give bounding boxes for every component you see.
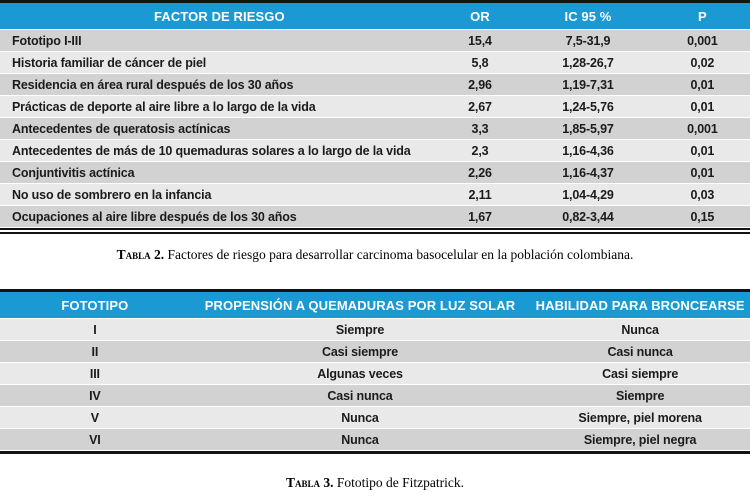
factor-cell: Antecedentes de queratosis actínicas — [12, 121, 231, 136]
risk-factors-table — [0, 0, 750, 234]
table-caption — [0, 475, 750, 491]
or-cell: 15,4 — [468, 33, 492, 48]
or-cell: 3,3 — [471, 121, 489, 136]
table-caption — [0, 247, 750, 263]
table-row — [0, 429, 750, 451]
column-header-fototipo: FOTOTIPO — [61, 297, 129, 313]
table-row — [0, 30, 750, 52]
p-cell: 0,01 — [690, 165, 715, 180]
habilidad-cell: Casi nunca — [607, 344, 673, 359]
fototipo-cell: V — [90, 410, 99, 425]
p-cell: 0,001 — [687, 121, 718, 136]
factor-cell: Conjuntivitis actínica — [12, 165, 135, 180]
table-bottom-rule — [0, 228, 750, 234]
habilidad-cell: Casi siempre — [602, 366, 679, 381]
factor-cell: No uso de sombrero en la infancia — [12, 187, 212, 202]
table-row — [0, 162, 750, 184]
habilidad-cell: Siempre, piel morena — [578, 410, 702, 425]
table-bottom-rule — [0, 451, 750, 454]
table-row — [0, 385, 750, 407]
habilidad-cell: Siempre, piel negra — [583, 432, 697, 447]
column-header-p: P — [697, 8, 707, 24]
table-row — [0, 96, 750, 118]
p-cell: 0,001 — [687, 33, 718, 48]
caption-label: Tabla 2. — [116, 247, 165, 262]
table-row — [0, 206, 750, 228]
fitzpatrick-table — [0, 289, 750, 454]
p-cell: 0,02 — [690, 55, 715, 70]
fototipo-cell: IV — [89, 388, 101, 403]
ic-cell: 7,5-31,9 — [565, 33, 611, 48]
habilidad-cell: Nunca — [621, 322, 659, 337]
table-row — [0, 74, 750, 96]
table-row — [0, 140, 750, 162]
propension-cell: Algunas veces — [317, 366, 403, 381]
table-body — [0, 319, 750, 451]
table-header-row — [0, 292, 750, 319]
table-header-row — [0, 3, 750, 30]
fototipo-cell: VI — [89, 432, 101, 447]
factor-cell: Ocupaciones al aire libre después de los 30 años — [12, 209, 297, 224]
table-row — [0, 363, 750, 385]
caption-text: Factores de riesgo para desarrollar carcinoma basocelular en la población colombiana. — [167, 247, 634, 262]
p-cell: 0,01 — [690, 143, 715, 158]
caption-label: Tabla 3. — [285, 475, 334, 490]
or-cell: 2,67 — [468, 99, 492, 114]
propension-cell: Nunca — [341, 410, 379, 425]
caption-text: Fototipo de Fitzpatrick. — [336, 475, 464, 490]
ic-cell: 1,24-5,76 — [562, 99, 614, 114]
ic-cell: 1,04-4,29 — [562, 187, 614, 202]
ic-cell: 1,19-7,31 — [562, 77, 614, 92]
column-header-factor: FACTOR DE RIESGO — [154, 8, 285, 24]
ic-cell: 0,82-3,44 — [562, 209, 614, 224]
table-row — [0, 341, 750, 363]
table-row — [0, 52, 750, 74]
column-header-ic: IC 95 % — [564, 8, 612, 24]
factor-cell: Residencia en área rural después de los 30 años — [12, 77, 294, 92]
p-cell: 0,01 — [690, 99, 715, 114]
ic-cell: 1,16-4,37 — [562, 165, 614, 180]
or-cell: 2,3 — [471, 143, 489, 158]
table-row — [0, 407, 750, 429]
propension-cell: Siempre — [335, 322, 385, 337]
table-row — [0, 319, 750, 341]
ic-cell: 1,16-4,36 — [562, 143, 614, 158]
propension-cell: Casi nunca — [327, 388, 393, 403]
table-row — [0, 118, 750, 140]
ic-cell: 1,28-26,7 — [562, 55, 614, 70]
propension-cell: Nunca — [341, 432, 379, 447]
fototipo-cell: III — [89, 366, 100, 381]
or-cell: 2,96 — [468, 77, 492, 92]
fototipo-cell: I — [93, 322, 97, 337]
factor-cell: Antecedentes de más de 10 quemaduras solares a lo largo de la vida — [12, 143, 411, 158]
p-cell: 0,15 — [690, 209, 715, 224]
p-cell: 0,01 — [690, 77, 715, 92]
factor-cell: Prácticas de deporte al aire libre a lo largo de la vida — [12, 99, 316, 114]
or-cell: 5,8 — [471, 55, 489, 70]
or-cell: 2,26 — [468, 165, 492, 180]
ic-cell: 1,85-5,97 — [562, 121, 614, 136]
column-header-propension: PROPENSIÓN A QUEMADURAS POR LUZ SOLAR — [204, 297, 516, 313]
table-row — [0, 184, 750, 206]
or-cell: 1,67 — [468, 209, 492, 224]
fototipo-cell: II — [91, 344, 99, 359]
or-cell: 2,11 — [468, 187, 492, 202]
propension-cell: Casi siempre — [321, 344, 399, 359]
factor-cell: Historia familiar de cáncer de piel — [12, 55, 207, 70]
habilidad-cell: Siempre — [615, 388, 665, 403]
table-body — [0, 30, 750, 228]
p-cell: 0,03 — [690, 187, 715, 202]
column-header-or: OR — [470, 8, 490, 24]
column-header-habilidad: HABILIDAD PARA BRONCEARSE — [535, 297, 745, 313]
factor-cell: Fototipo I-III — [12, 33, 82, 48]
